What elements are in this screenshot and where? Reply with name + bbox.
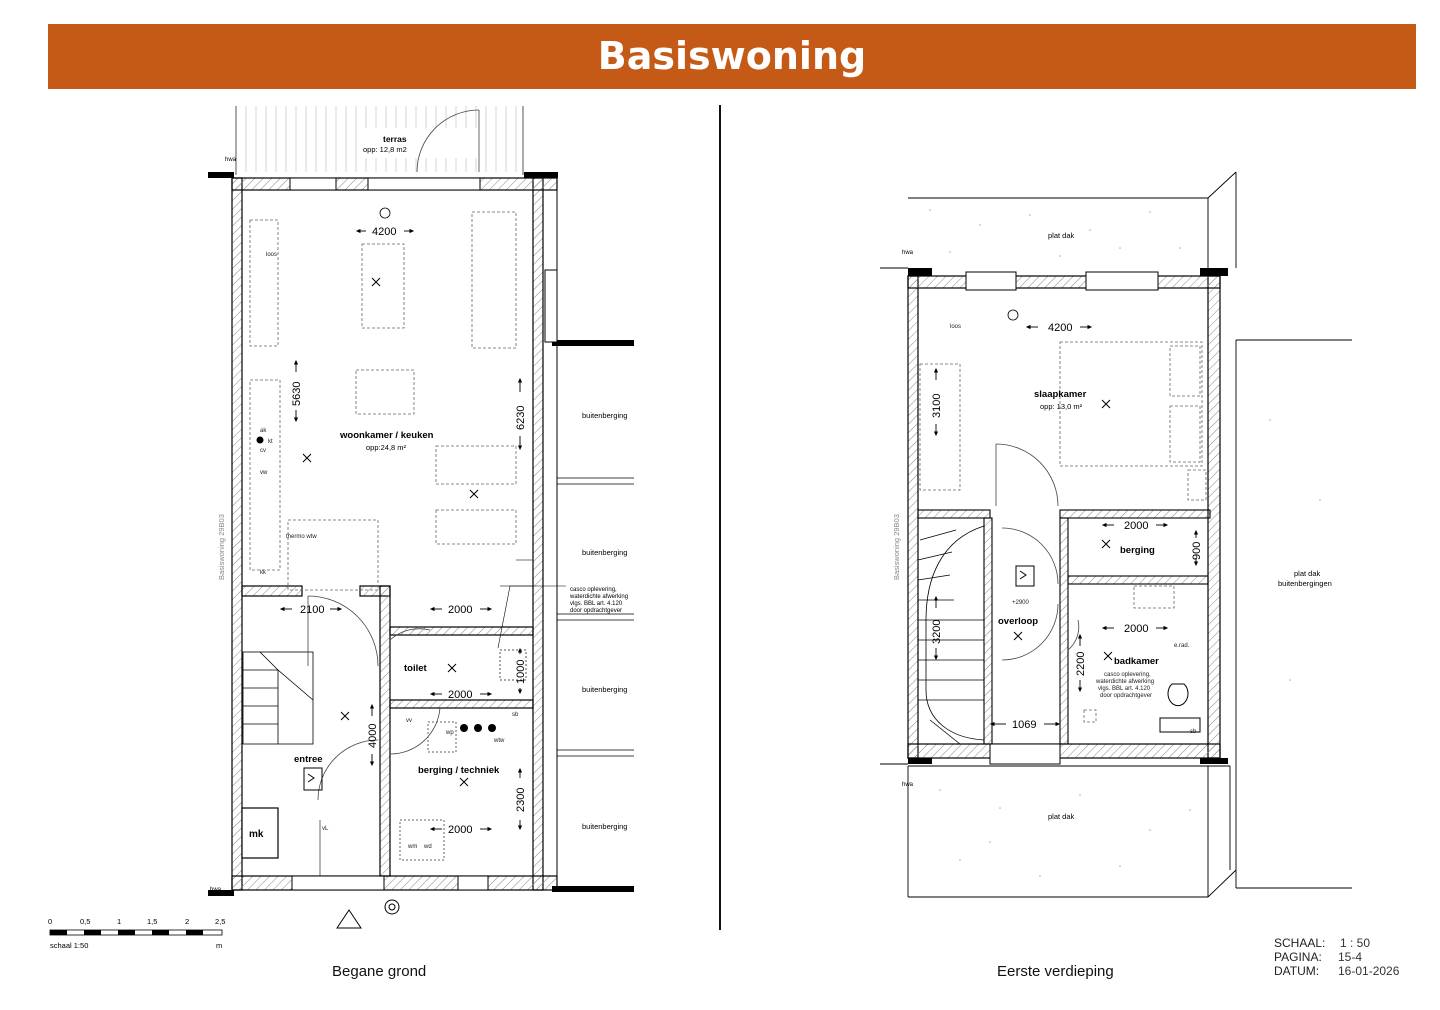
first-note-1: casco oplevering, <box>1104 672 1151 678</box>
dim-first-width: 4200 <box>1048 322 1073 334</box>
roof-sheds-label-1: plat dak <box>1294 569 1321 578</box>
first-staircase <box>918 518 984 744</box>
label-vl: vL <box>322 826 329 832</box>
scale-tick-4: 2 <box>185 917 190 926</box>
ground-dimension-lines <box>282 231 520 829</box>
outside-sheds <box>498 411 634 831</box>
first-note-4: door opdrachtgever <box>1100 693 1153 699</box>
room-entrance-name: entree <box>294 754 323 765</box>
scale-caption: schaal 1:50 <box>50 941 89 950</box>
label-wtw: wtw <box>494 738 505 744</box>
label-wp: wp <box>446 730 454 736</box>
dim-first-bathroom-width: 2000 <box>1124 623 1149 635</box>
roof-label-top: plat dak <box>1048 231 1075 240</box>
label-wm: wm <box>408 844 418 850</box>
room-landing-name: overloop <box>998 616 1039 627</box>
dim-first-storage-depth: 900 <box>1191 541 1203 560</box>
scale-unit: m <box>216 941 223 950</box>
dim-ground-living-height: 5630 <box>291 381 303 406</box>
dim-ground-hall-width: 2000 <box>448 604 473 616</box>
casco-note-2: waterdichte afwerking <box>570 594 629 600</box>
shed-label-3: buitenberging <box>582 685 628 694</box>
first-hwa-bottom: hwa <box>902 782 914 788</box>
casco-note-3: vlgs. BBL art. 4.120 <box>570 601 623 607</box>
meta-page-value: 15-4 <box>1338 950 1363 964</box>
page-title: Basiswoning <box>597 34 867 78</box>
title-block <box>1274 936 1399 978</box>
roof-label-bottom: plat dak <box>1048 812 1075 821</box>
meta-date-label: DATUM: <box>1274 964 1320 978</box>
room-meter-name: mk <box>249 829 264 840</box>
room-bedroom-area: opp: 13,0 m² <box>1040 402 1083 411</box>
scale-tick-5: 2,5 <box>215 917 226 926</box>
roof-sheds-label-2: buitenbergingen <box>1278 579 1332 588</box>
scale-tick-0: 0 <box>48 917 53 926</box>
room-upper-storage-name: berging <box>1120 545 1155 556</box>
label-loos: loos <box>266 252 278 258</box>
ground-side-label: Basiswoning 29B03 <box>217 514 226 580</box>
ground-floor-plan <box>48 106 634 950</box>
first-side-label: Basiswoning 29B03 <box>892 514 901 580</box>
first-label-level: +2900 <box>1012 600 1029 606</box>
room-storage-name: berging / techniek <box>418 765 500 776</box>
dim-ground-toilet-height: 1000 <box>515 659 527 684</box>
ground-dimension-values <box>291 226 527 836</box>
meta-page-label: PAGINA: <box>1274 950 1322 964</box>
first-fixtures <box>1008 310 1188 706</box>
room-living-area: opp:24,8 m² <box>366 443 407 452</box>
meta-date-row <box>1274 964 1399 978</box>
meta-page-row <box>1274 950 1399 964</box>
ground-staircase <box>243 652 313 744</box>
shed-label-1: buitenberging <box>582 411 628 420</box>
label-thermo: thermo wtw <box>286 534 317 540</box>
scale-tick-3: 1,5 <box>147 917 158 926</box>
dim-first-storage-width: 2000 <box>1124 520 1149 532</box>
label-kk: kk <box>260 570 266 576</box>
first-floor-plan <box>880 172 1352 897</box>
hwa-top: hwa <box>225 157 237 163</box>
meta-scale-label: SCHAAL: <box>1274 936 1326 950</box>
dim-ground-storage-width: 2000 <box>448 824 473 836</box>
room-bedroom-name: slaapkamer <box>1034 389 1087 400</box>
scale-bar <box>48 917 225 950</box>
dim-first-stair-length: 3200 <box>931 619 943 644</box>
casco-note-1: casco oplevering, <box>570 587 617 593</box>
dim-ground-width: 4200 <box>372 226 397 238</box>
dim-ground-storage-height: 2300 <box>515 787 527 812</box>
first-note-2: waterdichte afwerking <box>1096 679 1155 685</box>
room-toilet-name: toilet <box>404 663 427 674</box>
first-label-erad: e.rad. <box>1174 643 1190 649</box>
room-bathroom-name: badkamer <box>1114 656 1159 667</box>
shed-label-4: buitenberging <box>582 822 628 831</box>
meta-date-value: 16-01-2026 <box>1338 964 1400 978</box>
label-wd: wd <box>424 844 432 850</box>
scale-tick-1: 0,5 <box>80 917 91 926</box>
dim-ground-toilet-width: 2000 <box>448 689 473 701</box>
dim-first-landing-width: 1069 <box>1012 719 1037 731</box>
room-living-name: woonkamer / keuken <box>340 430 434 441</box>
meta-scale-value: 1 : 50 <box>1340 936 1371 950</box>
dim-first-bedroom-depth: 3100 <box>931 393 943 418</box>
label-vv: vv <box>406 718 412 724</box>
label-ak: ak <box>260 428 267 434</box>
label-kt: kt <box>268 439 273 445</box>
interior-walls <box>242 586 533 876</box>
dim-ground-entrance-height: 4000 <box>367 723 379 748</box>
outer-walls <box>208 172 634 896</box>
label-vw: vw <box>260 470 268 476</box>
terrace-area: opp: 12,8 m2 <box>363 145 407 154</box>
casco-note-4: door opdrachtgever <box>570 608 623 614</box>
first-label-sb: sb <box>1190 729 1197 735</box>
ground-floor-title: Begane grond <box>332 963 427 980</box>
dim-first-bathroom-depth: 2200 <box>1075 651 1087 676</box>
shed-label-2: buitenberging <box>582 548 628 557</box>
first-floor-title: Eerste verdieping <box>997 963 1114 980</box>
dim-ground-kitchen-height: 6230 <box>515 405 527 430</box>
label-sb: sb <box>512 712 519 718</box>
first-interior-walls <box>918 510 1210 744</box>
ground-doors <box>308 560 533 876</box>
dim-ground-entry-width: 2100 <box>300 604 325 616</box>
first-hwa-top: hwa <box>902 250 914 256</box>
label-cv: cv <box>260 448 266 454</box>
scale-tick-2: 1 <box>117 917 122 926</box>
first-label-loos: loos <box>950 324 962 330</box>
terrace-name: terras <box>383 134 407 144</box>
first-note-3: vlgs. BBL art. 4.120 <box>1098 686 1151 692</box>
meta-scale-row <box>1274 936 1399 950</box>
